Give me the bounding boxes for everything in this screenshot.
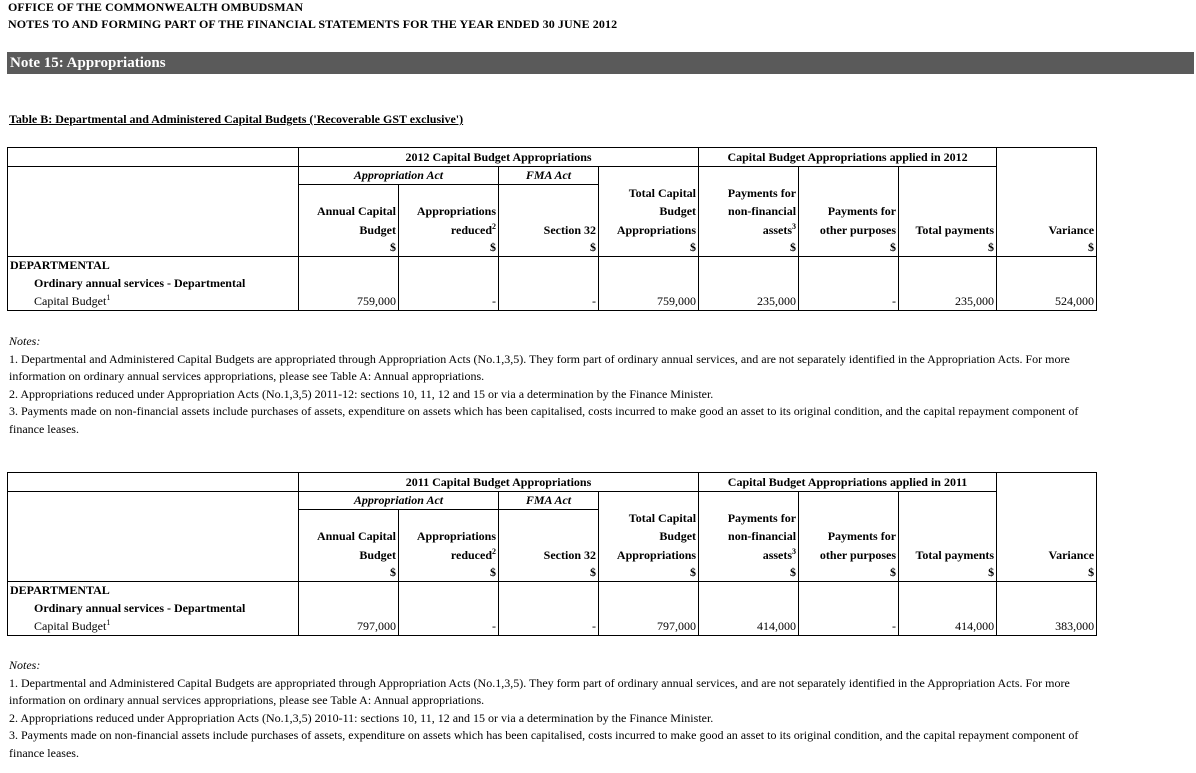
note-title-band: Note 15: Appropriations: [7, 52, 1194, 74]
value-appropriations-reduced: -: [399, 292, 499, 311]
notes-block: [9, 657, 1089, 762]
note-1: 1. Departmental and Administered Capital Budgets are appropriated through Appropriation Acts (No.1,3,5). They form part of ordinary annual services, and are not separately identified in the Appropriation Acts. For more information on ordinary annual services appropriations, please see Table A: Annual appropriations.: [9, 675, 1070, 707]
unit-cell: $: [997, 239, 1097, 257]
subheader-fma-act: FMA Act: [499, 167, 599, 185]
subheader-appropriation-act: Appropriation Act: [299, 167, 499, 185]
header-annual-line2: Budget: [299, 545, 399, 564]
organisation-title: OFFICE OF THE COMMONWEALTH OMBUDSMAN: [8, 0, 304, 14]
header-pnf-line3: assets$^3$: [699, 545, 799, 564]
section-label: DEPARTMENTAL: [8, 581, 299, 599]
value-total-payments: 235,000: [899, 292, 997, 311]
header-reduced-line1: Appropriations: [399, 202, 499, 220]
header-reduced-line2: reduced$^2$: [399, 545, 499, 564]
unit-cell: $: [799, 239, 899, 257]
header-pnf-line2: non-financial: [699, 527, 799, 545]
value-payments-other: -: [799, 292, 899, 311]
value-total-capital-budget: 759,000: [599, 292, 699, 311]
value-payments-non-financial: 235,000: [699, 292, 799, 311]
header-reduced-line2: reduced$^2$: [399, 220, 499, 239]
unit-cell: $: [299, 564, 399, 582]
value-total-payments: 414,000: [899, 617, 997, 636]
value-variance: 524,000: [997, 292, 1097, 311]
value-appropriations-reduced: -: [399, 617, 499, 636]
value-section-32: -: [499, 617, 599, 636]
unit-cell: $: [997, 564, 1097, 582]
table-row: [8, 292, 1097, 311]
notes-block: [9, 333, 1089, 438]
header-annual-line2: Budget: [299, 220, 399, 239]
subheader-fma-act: FMA Act: [499, 492, 599, 510]
note-3: 3. Payments made on non-financial assets include purchases of assets, expenditure on assets which has been capitalised, costs incurred to make good an asset to its original condition, and the capital repayment component of finance leases.: [9, 728, 1079, 760]
table-row: [8, 617, 1097, 636]
unit-row: [8, 239, 1097, 257]
header-annual-line1: Annual Capital: [299, 527, 399, 545]
unit-cell: $: [799, 564, 899, 582]
header-total-line2: Budget: [599, 202, 699, 220]
unit-cell: $: [299, 239, 399, 257]
header-pnf-line3: assets$^3$: [699, 220, 799, 239]
notes-label: Notes:: [9, 334, 41, 348]
row-label-line1: Ordinary annual services - Departmental: [8, 274, 299, 292]
header-total-payments: Total payments: [899, 545, 997, 564]
header-total-payments: Total payments: [899, 220, 997, 239]
document-subtitle: NOTES TO AND FORMING PART OF THE FINANCIAL STATEMENTS FOR THE YEAR ENDED 30 JUNE 2012: [8, 17, 618, 31]
value-payments-non-financial: 414,000: [699, 617, 799, 636]
header-pnf-line1: Payments for: [699, 185, 799, 202]
header-variance: Variance: [997, 545, 1097, 564]
header-pnf-line2: non-financial: [699, 202, 799, 220]
unit-cell: $: [699, 239, 799, 257]
section-label: DEPARTMENTAL: [8, 256, 299, 274]
header-pnf-line1: Payments for: [699, 510, 799, 527]
header-total-line3: Appropriations: [599, 220, 699, 239]
group-header-applied: Capital Budget Appropriations applied in 2011: [699, 473, 997, 492]
unit-cell: $: [899, 564, 997, 582]
note-2: 2. Appropriations reduced under Appropriation Acts (No.1,3,5) 2011-12: sections 10, 11, 12 and 15 or via a determination by the Finance Minister.: [9, 386, 714, 401]
unit-cell: $: [399, 239, 499, 257]
unit-cell: $: [399, 564, 499, 582]
header-total-line1: Total Capital: [599, 185, 699, 202]
note-3: 3. Payments made on non-financial assets include purchases of assets, expenditure on assets which has been capitalised, costs incurred to make good an asset to its original condition, and the capital repayment component of finance leases.: [9, 404, 1079, 436]
note-1: 1. Departmental and Administered Capital Budgets are appropriated through Appropriation Acts (No.1,3,5). They form part of ordinary annual services, and are not separately identified in the Appropriation Acts. For more information on ordinary annual services appropriations, please see Table A: Annual appropriations.: [9, 351, 1070, 383]
note-2: 2. Appropriations reduced under Appropriation Acts (No.1,3,5) 2010-11: sections 10, 11, 12 and 15 or via a determination by the Finance Minister.: [9, 710, 714, 725]
row-label-line2: Capital Budget$^1$: [8, 292, 299, 311]
value-variance: 383,000: [997, 617, 1097, 636]
header-total-line3: Appropriations: [599, 545, 699, 564]
value-annual-capital-budget: 759,000: [299, 292, 399, 311]
capital-budget-table-2: [7, 472, 1096, 636]
header-section32: Section 32: [499, 545, 599, 564]
header-variance: Variance: [997, 220, 1097, 239]
unit-cell: $: [599, 564, 699, 582]
unit-cell: $: [599, 239, 699, 257]
header-total-line2: Budget: [599, 527, 699, 545]
value-payments-other: -: [799, 617, 899, 636]
notes-label: Notes:: [9, 658, 41, 672]
unit-cell: $: [499, 239, 599, 257]
row-label-line1: Ordinary annual services - Departmental: [8, 599, 299, 617]
header-pop-line2: other purposes: [799, 220, 899, 239]
unit-cell: $: [499, 564, 599, 582]
value-total-capital-budget: 797,000: [599, 617, 699, 636]
value-section-32: -: [499, 292, 599, 311]
header-section32: Section 32: [499, 220, 599, 239]
row-label-line2: Capital Budget$^1$: [8, 617, 299, 636]
header-reduced-line1: Appropriations: [399, 527, 499, 545]
unit-cell: $: [899, 239, 997, 257]
subheader-appropriation-act: Appropriation Act: [299, 492, 499, 510]
header-pop-line1: Payments for: [799, 527, 899, 545]
capital-budget-table-1: [7, 147, 1096, 311]
value-annual-capital-budget: 797,000: [299, 617, 399, 636]
unit-cell: $: [699, 564, 799, 582]
header-annual-line1: Annual Capital: [299, 202, 399, 220]
table-title: Table B: Departmental and Administered Capital Budgets ('Recoverable GST exclusive'): [9, 112, 464, 126]
header-pop-line2: other purposes: [799, 545, 899, 564]
group-header-appropriations: 2011 Capital Budget Appropriations: [299, 473, 699, 492]
group-header-appropriations: 2012 Capital Budget Appropriations: [299, 148, 699, 167]
header-total-line1: Total Capital: [599, 510, 699, 527]
header-pop-line1: Payments for: [799, 202, 899, 220]
group-header-applied: Capital Budget Appropriations applied in 2012: [699, 148, 997, 167]
unit-row: [8, 564, 1097, 582]
